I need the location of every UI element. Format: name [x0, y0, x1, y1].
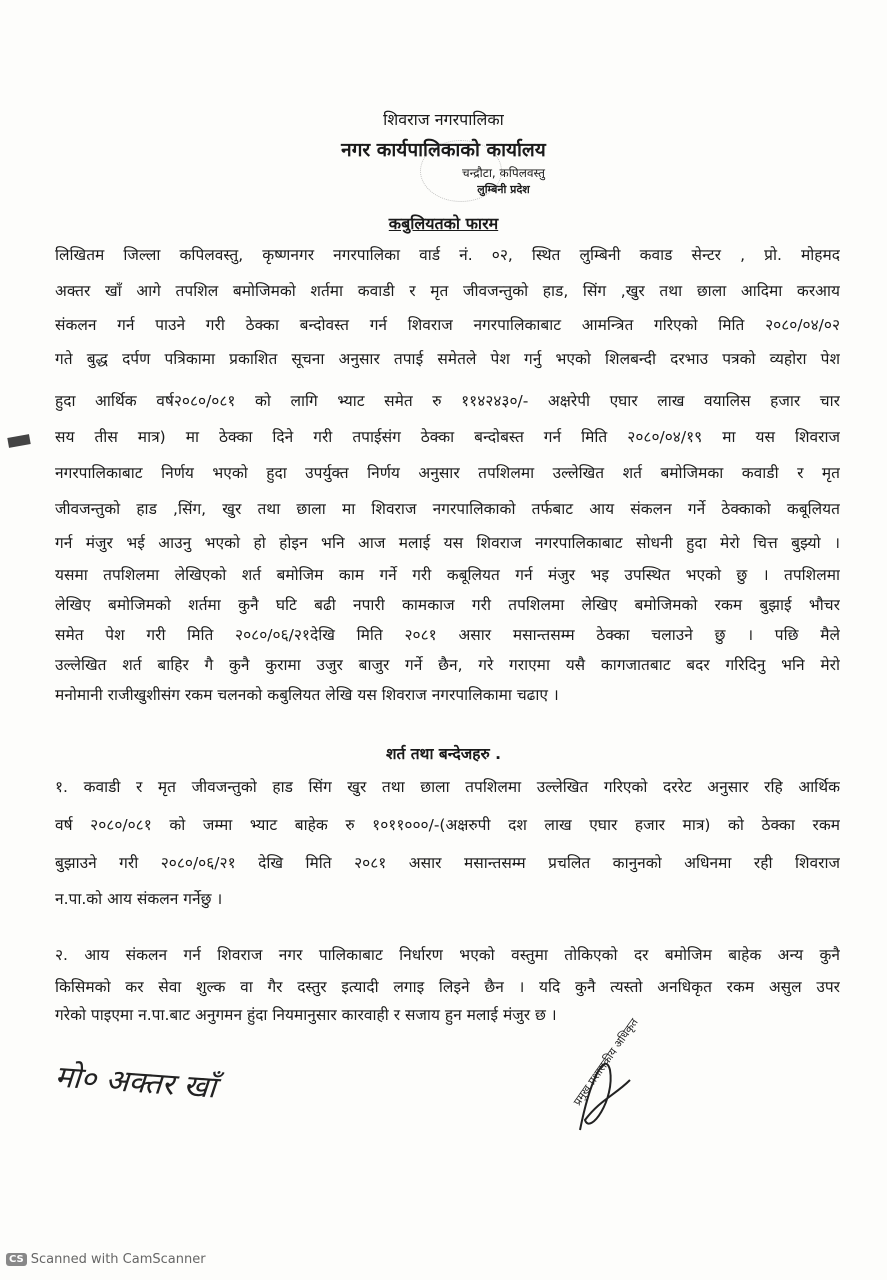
- body-line: लेखिए बमोजिमको शर्तमा कुनै घटि बढी नपारी कामकाज गरी तपशिलमा लेखिए बमोजिमको रकम बुझाई भौचर: [55, 596, 840, 614]
- office-stamp: [420, 140, 502, 202]
- condition-2-line: २. आय संकलन गर्न शिवराज नगर पालिकाबाट निर्धारण भएको वस्तुमा तोकिएको दर बमोजिम बाहेक अन्य कुनै: [55, 946, 840, 964]
- body-line: सय तीस मात्र) मा ठेक्का दिने गरी तपाईसंग ठेक्का बन्दोबस्त गर्न मिति २०८०/०४/१९ मा यस शिवराज: [55, 428, 840, 446]
- office-address: चन्द्रौटा, कपिलवस्तु: [461, 166, 546, 180]
- contractor-signature: [54, 1054, 218, 1106]
- footer-text: Scanned with CamScanner: [30, 1252, 206, 1267]
- office-name: नगर कार्यपालिकाको कार्यालय: [341, 139, 546, 161]
- document-title: कबुलियतको फारम: [388, 214, 499, 233]
- condition-2-line: किसिमको कर सेवा शुल्क वा गैर दस्तुर इत्यादी लगाइ लिइने छैन । यदि कुनै त्यस्तो अनधिकृत रकम असुल उपर: [55, 978, 840, 996]
- body-line: मनोमानी राजीखुशीसंग रकम चलनको कबुलियत लेखि यस शिवराज नगरपालिकामा चढाए ।: [55, 686, 559, 704]
- camscanner-logo-icon: CS: [6, 1253, 27, 1266]
- signature-left: मो० अक्तर खाँ: [53, 1059, 217, 1106]
- body-line: संकलन गर्न पाउने गरी ठेक्का बन्दोवस्त गर्न शिवराज नगरपालिकाबाट आमन्त्रित गरिएको मिति २०८०/०४/०२: [55, 316, 840, 334]
- office-province: लुम्बिनी प्रदेश: [477, 183, 530, 196]
- scanner-footer: [6, 1252, 206, 1267]
- condition-1-line: वर्ष २०८०/०८१ को जम्मा भ्याट बाहेक रु १०११०००/-(अक्षरुपी दश लाख एघार हजार मात्र) को ठेक्का रकम: [55, 816, 840, 834]
- body-line: यसमा तपशिलमा लेखिएको शर्त बमोजिम काम गर्ने गरी कबूलियत गर्न मंजुर भइ उपस्थित भएको छु । तपशिलमा: [55, 566, 840, 584]
- body-line: समेत पेश गरी मिति २०८०/०६/२१देखि मिति २०८१ असार मसान्तसम्म ठेक्का चलाउने छु । पछि मैले: [55, 626, 840, 644]
- scan-mark: [7, 434, 30, 448]
- officer-signature: [560, 1015, 700, 1170]
- condition-2-line: गरेको पाइएमा न.पा.बाट अनुगमन हुंदा नियमानुसार कारवाही र सजाय हुन मलाई मंजुर छ ।: [55, 1006, 557, 1024]
- condition-1-line: बुझाउने गरी २०८०/०६/२१ देखि मिति २०८१ असार मसान्तसम्म प्रचलित कानुनको अधिनमा रही शिवराज: [55, 854, 840, 872]
- municipality-name: शिवराज नगरपालिका: [383, 110, 504, 129]
- body-line: लिखितम जिल्ला कपिलवस्तु, कृष्णनगर नगरपालिका वार्ड नं. ०२, स्थित लुम्बिनी कवाड सेन्टर , प्रो. मोहमद: [55, 246, 840, 264]
- body-line: हुदा आर्थिक वर्ष२०८०/०८१ को लागि भ्याट समेत रु ११४२४३०/- अक्षरेपी एघार लाख वयालिस हजार चार: [55, 392, 840, 410]
- condition-1-line: १. कवाडी र मृत जीवजन्तुको हाड सिंग खुर तथा छाला तपशिलमा उल्लेखित गरिएको दररेट अनुसार रहि आर्थिक: [55, 778, 840, 796]
- body-line: गते बुद्ध दर्पण पत्रिकामा प्रकाशित सूचना अनुसार तपाई समेतले पेश गर्नु भएको शिलबन्दी दरभाउ पत्रको व्यहोरा पेश: [55, 350, 840, 368]
- body-line: अक्तर खाँ आगे तपशिल बमोजिमको शर्तमा कवाडी र मृत जीवजन्तुको हाड, सिंग ,खुर तथा छाला आदिमा करआय: [55, 282, 840, 300]
- body-line: जीवजन्तुको हाड ,सिंग, खुर तथा छाला मा शिवराज नगरपालिकाको तर्फबाट आय संकलन गर्ने ठेक्काको कबूलियत: [55, 500, 840, 518]
- conditions-heading: शर्त तथा बन्देजहरु .: [385, 745, 502, 763]
- condition-1-line: न.पा.को आय संकलन गर्नेछु ।: [55, 890, 223, 908]
- body-line: नगरपालिकाबाट निर्णय भएको हुदा उपर्युक्त निर्णय अनुसार तपशिलमा उल्लेखित शर्त बमोजिमका कवाडी र मृत: [55, 464, 840, 482]
- body-line: उल्लेखित शर्त बाहिर गै कुनै कुरामा उजुर बाजुर गर्ने छैन, गरे गराएमा यसै कागजातबाट बदर गरिदिनु भनि मेरो: [55, 656, 840, 674]
- body-line: गर्न मंजुर भई आउनु भएको हो होइन भनि आज मलाई यस शिवराज नगरपालिकाबाट सोधनी हुदा मेरो चित्त बुझ्यो ।: [55, 534, 840, 552]
- officer-stamp-text: प्रमुख प्रशासकीय अधिकृत: [570, 1015, 641, 1109]
